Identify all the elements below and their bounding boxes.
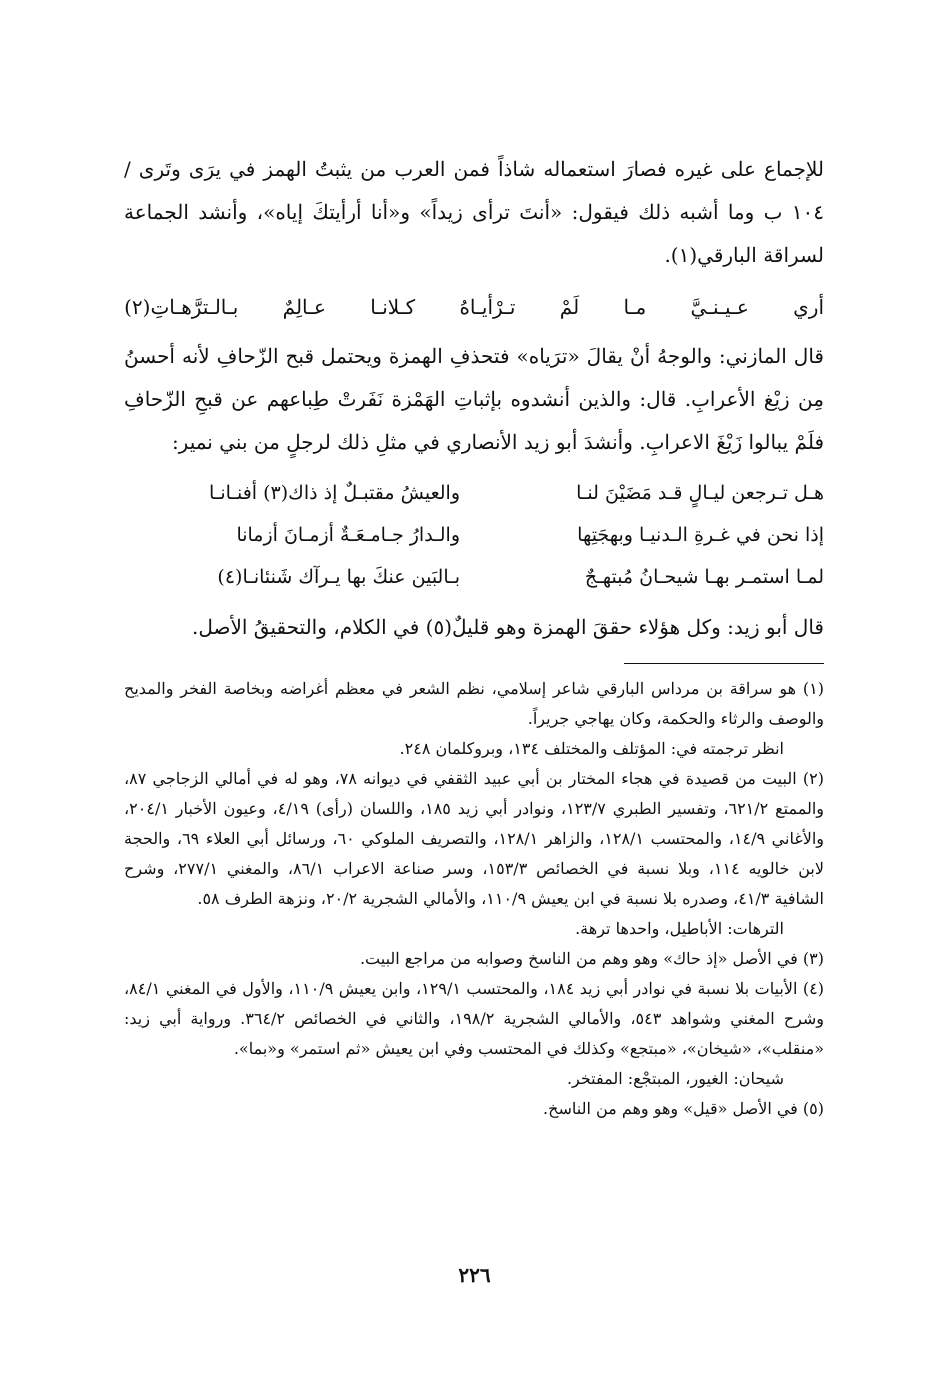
poem-hemistich-second: بـالبَين عنكَ بها يـرآك شَنئانـا(٤) (217, 566, 460, 588)
poem-hemistich-first: لمـا استمـر بهـا شيحـانُ مُبتهـجٌ (584, 566, 824, 588)
paragraph-3: قال أبو زيد: وكل هؤلاء حققَ الهمزة وهو قليلٌ(٥) في الكلام، والتحقيقُ الأصل. (191, 615, 824, 639)
footnote-5: (٥) في الأصل «قيل» وهو وهم من الناسخ. (543, 1099, 824, 1118)
paragraph-1: للإجماع على غيره فصارَ استعماله شاذاً فمن العرب من يثبتُ الهمز في يرَى وتَرى /١٠٤ ب وما أشبه ذلك فيقول: «أنتَ ترأى زيداً» و«أنا أرأيتكَ إياه»، وأنشد الجماعة لسراقة البارقي(١). (124, 157, 824, 267)
poem-hemistich-first: إذا نحن في غـرةِ الـدنيـا وبهجَتِها (577, 524, 824, 546)
verse-word: كـلانـا (370, 295, 416, 319)
verse-line (124, 285, 824, 329)
verse-word: مـا (623, 295, 647, 319)
poem-row (124, 514, 824, 556)
footnote-separator (624, 663, 824, 664)
poem-hemistich-first: هـل تـرجعن ليـالٍ قـد مَضَيْنَ لنـا (576, 482, 824, 504)
verse-word: عـيـنـيَّ (690, 295, 749, 319)
poem-hemistich-second: والعيشُ مقتبـلٌ إذ ذاك(٣) أفنـانـا (208, 482, 460, 504)
verse-word: عـالِمٌ (282, 295, 326, 319)
verse-word: تـرْأيـاهُ (459, 295, 516, 319)
poem-row (124, 472, 824, 514)
verse-word: أري (793, 295, 824, 319)
paragraph-2: قال المازني: والوجهُ أنْ يقالَ «ترَياه» فتحذفِ الهمزة ويحتمل قبح الزّحافِ لأنه أحسنُ مِن زيْغ الأعرابِ. قال: والذين أنشدوه بإثباتِ الهَمْزة نَفَرتْ طِباعهم عن قبحِ الزّحافِ فلَمْ يبالوا زَيْغَ الاعرابِ. وأنشدَ أبو زيد الأنصاري في مثلِ ذلك لرجلٍ من بني نمير: (124, 344, 824, 454)
poem-hemistich-second: والـدارُ جـامـعَـةٌ أزمـانَ أزمانا (236, 524, 460, 546)
footnote-2-gloss: الترهات: الأباطيل، واحدها ترهة. (575, 919, 784, 938)
page-number: ٢٢٦ (458, 1263, 491, 1287)
footnote-1-reference: انظر ترجمته في: المؤتلف والمختلف ١٣٤، وبروكلمان ٢٤٨. (399, 739, 784, 758)
verse-word: لَمْ (559, 295, 580, 319)
footnote-3: (٣) في الأصل «إذ حاك» وهو وهم من الناسخ وصوابه من مراجع البيت. (359, 949, 824, 968)
footnote-1: (١) هو سراقة بن مرداس البارقي شاعر إسلامي، نظم الشعر في معظم أغراضه وبخاصة الفخر والمديح والوصف والرثاء والحكمة، وكان يهاجي جريراً. (124, 679, 825, 728)
footnote-4-gloss: شيحان: الغيور، المبتجْع: المفتخر. (566, 1069, 784, 1088)
poem (124, 472, 824, 598)
footnote-2: (٢) البيت من قصيدة في هجاء المختار بن أبي عبيد الثقفي في ديوانه ٧٨، وهو له في أمالي الزجاجي ٨٧، والممتع ٦٢١/٢، وتفسير الطبري ١٢٣/٧، ونوادر أبي زيد ١٨٥، واللسان (رأى) ٤/١٩، وعيون الأخبار ٢٠٤/١، والأغاني ١٤/٩، والمحتسب ١٢٨/١، والزاهر ١٢٨/١، والتصريف الملوكي ٦٠، ورسائل أبي العلاء ٦٩، والحجة لابن خالويه ١١٤، وبلا نسبة في الخصائص ١٥٣/٣، وسر صناعة الاعراب ٨٦/١، والمغني ٢٧٧/١، وشرح الشافية ٤١/٣، وصدره بلا نسبة في ابن يعيش ١١٠/٩، والأمالي الشجرية ٢٠/٢، ونزهة الطرف ٥٨. (124, 769, 825, 908)
page-content (124, 148, 824, 1124)
verse-word: بـالـترَّهـاتِ(٢) (124, 295, 239, 319)
poem-row (124, 556, 824, 598)
footnote-4: (٤) الأبيات بلا نسبة في نوادر أبي زيد ١٨٤، والمحتسب ١٢٩/١، وابن يعيش ١١٠/٩، والأول في المغني ٨٤/١، وشرح المغني وشواهد ٥٤٣، والأمالي الشجرية ١٩٨/٢، والثاني في الخصائص ٣٦٤/٢. ورواية أبي زيد: «منقلب»، «شيخان»، «مبتجع» وكذلك في المحتسب وفي ابن يعيش «ثم استمر» و«بما». (124, 979, 825, 1058)
